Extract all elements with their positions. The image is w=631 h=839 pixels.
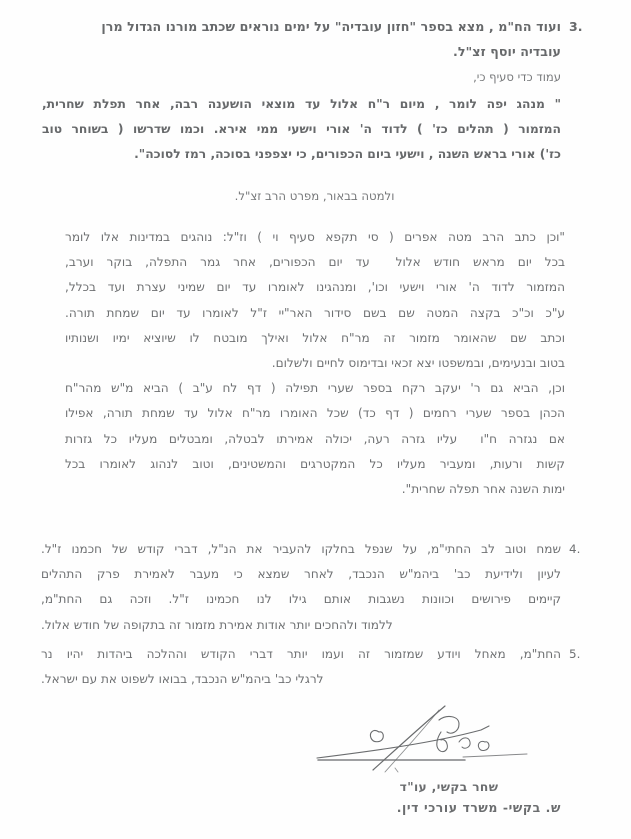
clause-5-line: לרגלי כב' ביהמ"ש הנכבד, בבואו לשפוט את עם ישראל. [41,672,324,687]
clause-3 [42,14,587,167]
clause-3-quote-line-2: המזמור ( תהלים כז' ) לדוד ה' אורי וישעי ממי אירא. וכמו שדרשו ( בשוחר טוב [42,122,561,136]
quoted-body-line: קשות ורעות, ומעביר מעליו כל המקטרגים והמשטינים, וטוב לנהוג לאומרו בכל [65,456,565,471]
clause-3-lead-line-2: עובדיה יוסף זצ"ל. [453,44,561,59]
clause-4-body [41,537,561,638]
quoted-body-line: ימות השנה אחר תפלה שחרית". [401,482,565,497]
clause-3-lead [42,14,561,64]
clause-3-quote-line-3: כז') אורי בראש השנה , וישעי ביום הכפורים, כי יצפפני בסוכה, רמז לסוכה". [134,147,561,161]
clause-5 [41,642,587,692]
clause-4-number: 4. [569,542,581,556]
clause-3-number: 3. [569,19,583,34]
quoted-body-line: הכהן בספר שערי רחמים ( דף כד) שכל האומרו מר"ח אלול עד שמחת תורה, אפילו [65,406,565,421]
clause-4-line: קיימים פירושים וכוונות נשגבות אותם גילו לנו חכמינו ז"ל. וזכה גם החת"מ, [41,592,561,607]
quoted-body-line: אם נגזרה ח"ו עליו גזרה רעה, יכולה אמירתו לבטלה, ומבטלים מעליו כל גזרות [65,431,565,446]
clause-4-line: לעיון ולידיעת כב' ביהמ"ש הנכבד, לאחר שמצא כי מעבר לאמירת פרק התהלים [41,567,561,582]
clause-4-line: שמח וטוב לב החתי"מ, על שנפל בחלקו להעביר את הנ"ל, דברי קודש של חכמנו ז"ל. [41,542,561,556]
quoted-body-line: ע"כ וכ"כ בקצה המטה שם בשם סידור האר"יי ז"ל לאומרו עד יום שמחת תורה. [65,305,565,320]
signature-block [273,702,573,794]
below-note: ולמטה בבאור, מפרט הרב זצ"ל. [234,189,395,203]
quoted-body-line: "וכן כתב הרב מטה אפרים ( סי תקפא סעיף וי ) וז"ל: נוהגים במדינות אלו לומר [65,230,565,244]
signer-name: שחר בקשי, עו"ד [399,780,499,794]
quoted-body-line: בכל יום מראש חודש אלול עד יום הכפורים, אחר גמר התפלה, בוקר וערב, [65,255,565,270]
clause-5-line: החת"מ, מאחל ויודע שמזמור זה ועמו יותר דברי הקודש וההלכה ביהדות יהיו נר [41,647,561,661]
quoted-body-line: המזמור לדוד ה' אורי וישעי וכו', ומנהגינו לאומרו עד יום שמיני עצרת ועד בכלל, [65,280,565,295]
clause-5-number: 5. [569,647,581,661]
quoted-body-line: וכתב שם שהאומר מזמור זה מר"ח אלול ואילך מובטח לו שיוציא ימיו ושנותיו [65,330,565,345]
firm-name: ש. בקשי- משרד עורכי דין. [396,800,561,815]
clause-3-reference: עמוד כדי סעיף כי, [473,70,561,84]
clause-4-line: ללמוד ולהחכים יותר אודות אמירת מזמור זה בתקופה של חודש אלול. [41,617,393,632]
quoted-body-line: בטוב ובנעימים, ובמשפטו יצא זכאי ובדימוס לחיים ולשלום. [271,356,565,371]
clause-3-quote-line-1: " מנהג יפה לומר , מיום ר"ח אלול עד מוצאי הושענה רבה, אחר תפלת שחרית, [42,97,561,111]
clause-3-body [42,14,561,167]
quoted-body [65,225,565,502]
clause-5-body [41,642,561,692]
clause-3-lead-line-1: ועוד הח"מ , מצא בספר "חזון עובדיה" על ימים נוראים שכתב מורנו הגדול מרן [101,19,561,34]
clause-4 [41,537,587,638]
quoted-body-line: וכן, הביא גם ר' יעקב רקח בספר שערי תפילה ( דף לח ע"ב ) הביא מ"ש מהר"ח [65,381,565,396]
clause-3-quote [42,92,561,167]
quoted-body-paragraph [65,225,565,502]
handwritten-signature-icon [313,702,573,774]
